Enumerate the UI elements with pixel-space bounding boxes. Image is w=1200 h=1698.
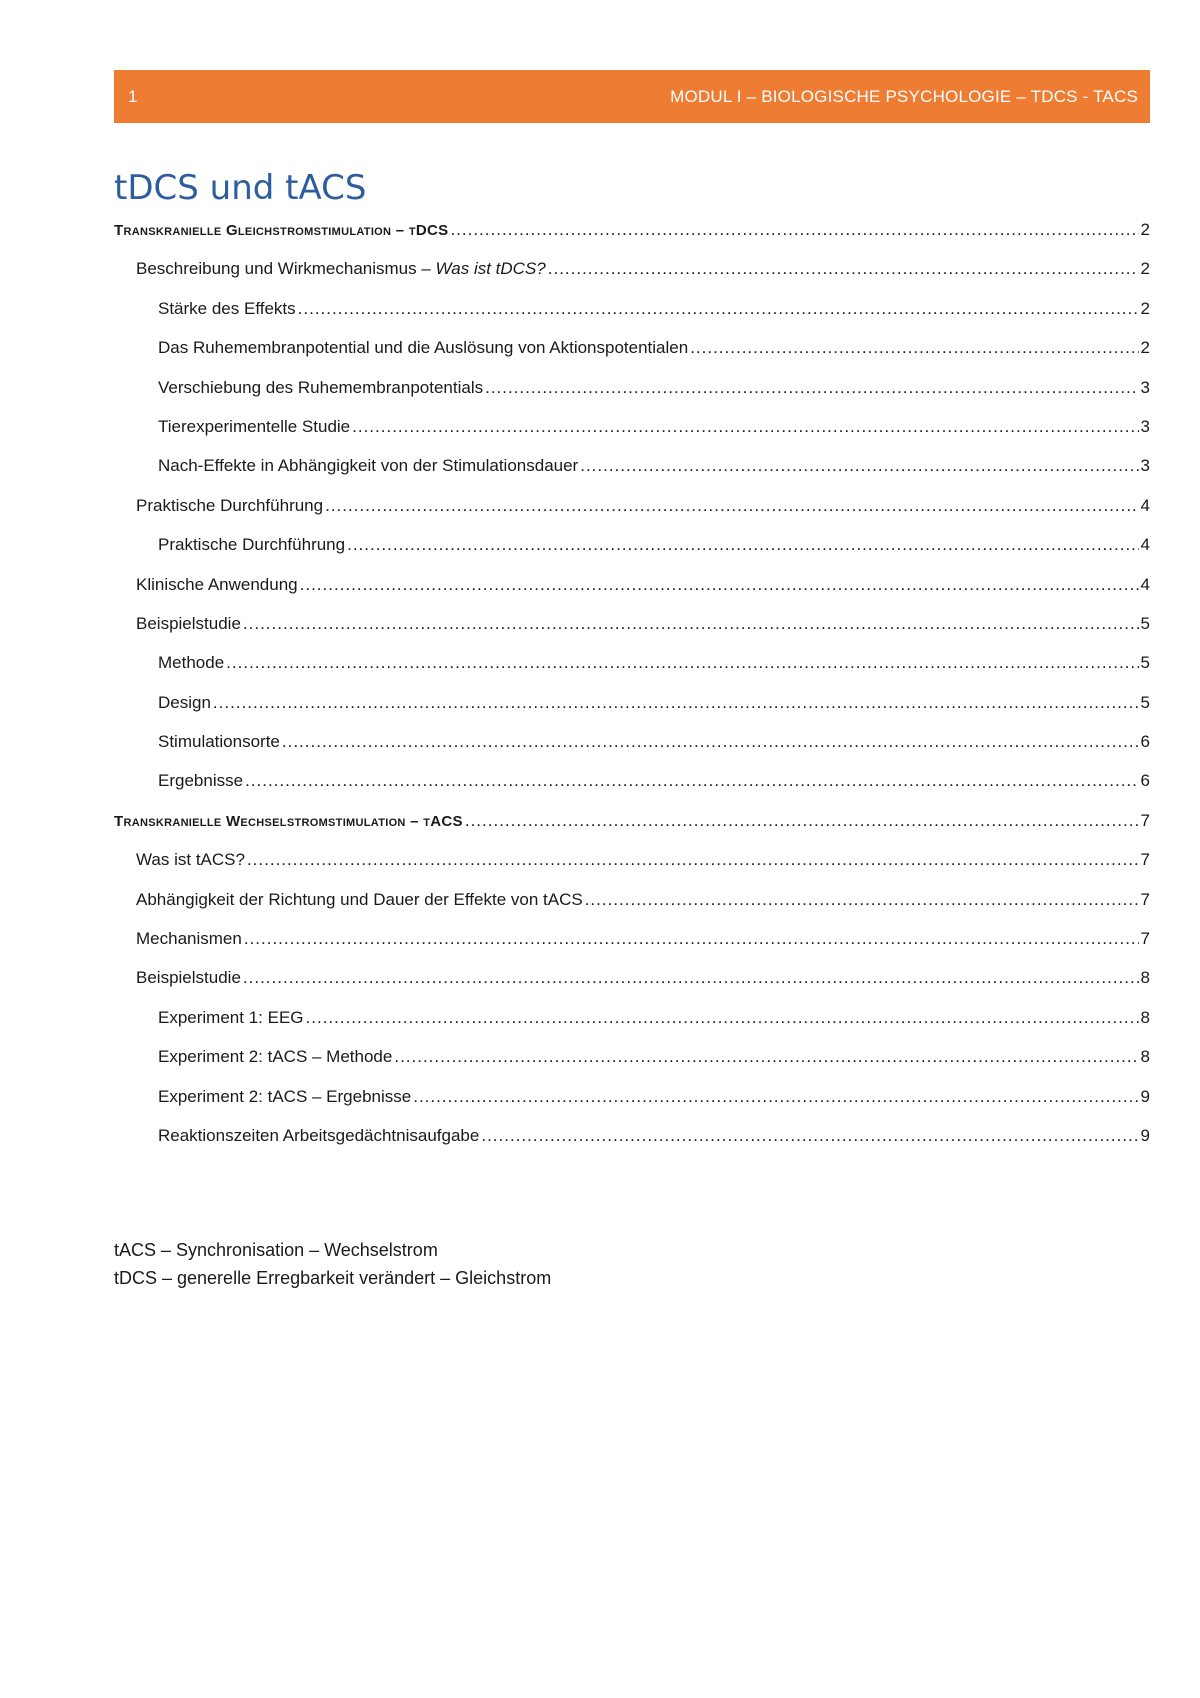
- toc-entry-title: Nach-Effekte in Abhängigkeit von der Stimulationsdauer: [158, 456, 579, 476]
- toc-dot-leader: [300, 567, 1139, 603]
- toc-dot-leader: [226, 645, 1138, 681]
- toc-entry[interactable]: [114, 645, 1150, 684]
- toc-dot-leader: [450, 212, 1138, 248]
- toc-entry[interactable]: [114, 1039, 1150, 1078]
- toc-entry-title: Design: [158, 692, 211, 712]
- toc-entry[interactable]: [114, 212, 1150, 251]
- toc-dot-leader: [485, 370, 1138, 406]
- toc-page-number: 7: [1140, 929, 1150, 949]
- toc-page-number: 4: [1140, 535, 1150, 555]
- toc-entry-title: Experiment 2: tACS – Methode: [158, 1047, 393, 1067]
- toc-entry-title: Was ist tACS?: [136, 850, 245, 870]
- toc-page-number: 7: [1140, 810, 1150, 830]
- toc-entry[interactable]: [114, 921, 1150, 960]
- toc-page-number: 5: [1140, 653, 1150, 673]
- toc-entry-title: Reaktionszeiten Arbeitsgedächtnisaufgabe: [158, 1125, 480, 1145]
- toc-dot-leader: [394, 1039, 1138, 1075]
- toc-entry[interactable]: [114, 606, 1150, 645]
- toc-entry[interactable]: [114, 370, 1150, 409]
- toc-entry[interactable]: [114, 1000, 1150, 1039]
- toc-entry-title: Beispielstudie: [136, 968, 241, 988]
- toc-dot-leader: [243, 606, 1139, 642]
- toc-entry-title: Das Ruhemembranpotential und die Auslösung von Aktionspotentialen: [158, 338, 689, 358]
- toc-entry-title: Experiment 1: EEG: [158, 1007, 304, 1027]
- running-title: MODUL I – BIOLOGISCHE PSYCHOLOGIE – TDCS - TACS: [670, 87, 1138, 106]
- toc-entry-title: Stimulationsorte: [158, 732, 280, 752]
- note-line: tACS – Synchronisation – Wechselstrom: [114, 1240, 438, 1260]
- toc-page-number: 5: [1140, 613, 1150, 633]
- toc-dot-leader: [352, 409, 1138, 445]
- toc-entry[interactable]: [114, 803, 1150, 842]
- toc-entry-title: Praktische Durchführung: [136, 495, 324, 515]
- toc-dot-leader: [247, 842, 1139, 878]
- toc-entry-title: Transkranielle Wechselstromstimulation – tACS: [114, 812, 463, 830]
- notes-section: [114, 1236, 551, 1292]
- toc-entry-title: Beschreibung und Wirkmechanismus – Was ist tDCS?: [136, 259, 546, 279]
- toc-entry[interactable]: [114, 251, 1150, 290]
- toc-entry-title: Verschiebung des Ruhemembranpotentials: [158, 377, 484, 397]
- toc-dot-leader: [580, 448, 1138, 484]
- toc-entry[interactable]: [114, 724, 1150, 763]
- toc-page-number: 3: [1140, 377, 1150, 397]
- toc-page-number: 9: [1140, 1125, 1150, 1145]
- toc-dot-leader: [213, 685, 1139, 721]
- toc-page-number: 6: [1140, 771, 1150, 791]
- toc-dot-leader: [298, 291, 1139, 327]
- toc-entry[interactable]: [114, 330, 1150, 369]
- toc-entry[interactable]: [114, 488, 1150, 527]
- toc-dot-leader: [465, 803, 1139, 839]
- toc-entry-emphasis: Was ist tDCS?: [435, 259, 546, 279]
- toc-entry-title: Abhängigkeit der Richtung und Dauer der Effekte von tACS: [136, 889, 583, 909]
- toc-entry-title: Beispielstudie: [136, 613, 241, 633]
- toc-dot-leader: [306, 1000, 1139, 1036]
- toc-entry[interactable]: [114, 763, 1150, 802]
- toc-page-number: 2: [1140, 259, 1150, 279]
- toc-page-number: 2: [1140, 220, 1150, 239]
- toc-entry[interactable]: [114, 1118, 1150, 1157]
- toc-page-number: 9: [1140, 1086, 1150, 1106]
- toc-dot-leader: [548, 251, 1139, 287]
- toc-page-number: 3: [1140, 456, 1150, 476]
- toc-page-number: 2: [1140, 338, 1150, 358]
- table-of-contents: [114, 212, 1150, 1157]
- toc-page-number: 7: [1140, 850, 1150, 870]
- toc-dot-leader: [244, 921, 1139, 957]
- document-title: tDCS und tACS: [114, 168, 367, 208]
- toc-dot-leader: [325, 488, 1138, 524]
- toc-page-number: 5: [1140, 692, 1150, 712]
- toc-page-number: 2: [1140, 298, 1150, 318]
- toc-page-number: 4: [1140, 495, 1150, 515]
- toc-page-number: 3: [1140, 416, 1150, 436]
- toc-entry[interactable]: [114, 567, 1150, 606]
- toc-entry-title: Methode: [158, 653, 225, 673]
- toc-dot-leader: [481, 1118, 1138, 1154]
- toc-entry-title: Transkranielle Gleichstromstimulation – tDCS: [114, 222, 449, 239]
- toc-page-number: 8: [1140, 1047, 1150, 1067]
- page-header: [114, 70, 1150, 123]
- toc-entry[interactable]: [114, 291, 1150, 330]
- toc-dot-leader: [282, 724, 1139, 760]
- toc-page-number: 4: [1140, 574, 1150, 594]
- toc-entry[interactable]: [114, 448, 1150, 487]
- toc-entry-title: Experiment 2: tACS – Ergebnisse: [158, 1086, 412, 1106]
- toc-page-number: 8: [1140, 1007, 1150, 1027]
- toc-entry-title: Ergebnisse: [158, 771, 244, 791]
- page-number: 1: [128, 87, 138, 106]
- toc-entry-title: Stärke des Effekts: [158, 298, 296, 318]
- toc-entry[interactable]: [114, 409, 1150, 448]
- toc-entry[interactable]: [114, 842, 1150, 881]
- toc-dot-leader: [585, 882, 1139, 918]
- toc-dot-leader: [243, 960, 1139, 996]
- toc-page-number: 8: [1140, 968, 1150, 988]
- toc-page-number: 7: [1140, 889, 1150, 909]
- toc-entry[interactable]: [114, 1079, 1150, 1118]
- toc-page-number: 6: [1140, 732, 1150, 752]
- toc-dot-leader: [413, 1079, 1138, 1115]
- toc-dot-leader: [347, 527, 1138, 563]
- toc-dot-leader: [690, 330, 1138, 366]
- toc-entry-title: Mechanismen: [136, 929, 242, 949]
- toc-dot-leader: [245, 763, 1138, 799]
- toc-entry-title: Praktische Durchführung: [158, 535, 346, 555]
- note-line: tDCS – generelle Erregbarkeit verändert – Gleichstrom: [114, 1268, 552, 1288]
- toc-entry-title: Tierexperimentelle Studie: [158, 416, 351, 436]
- toc-entry[interactable]: [114, 960, 1150, 999]
- toc-entry[interactable]: [114, 527, 1150, 566]
- toc-entry[interactable]: [114, 685, 1150, 724]
- toc-entry[interactable]: [114, 882, 1150, 921]
- toc-entry-title: Klinische Anwendung: [136, 574, 298, 594]
